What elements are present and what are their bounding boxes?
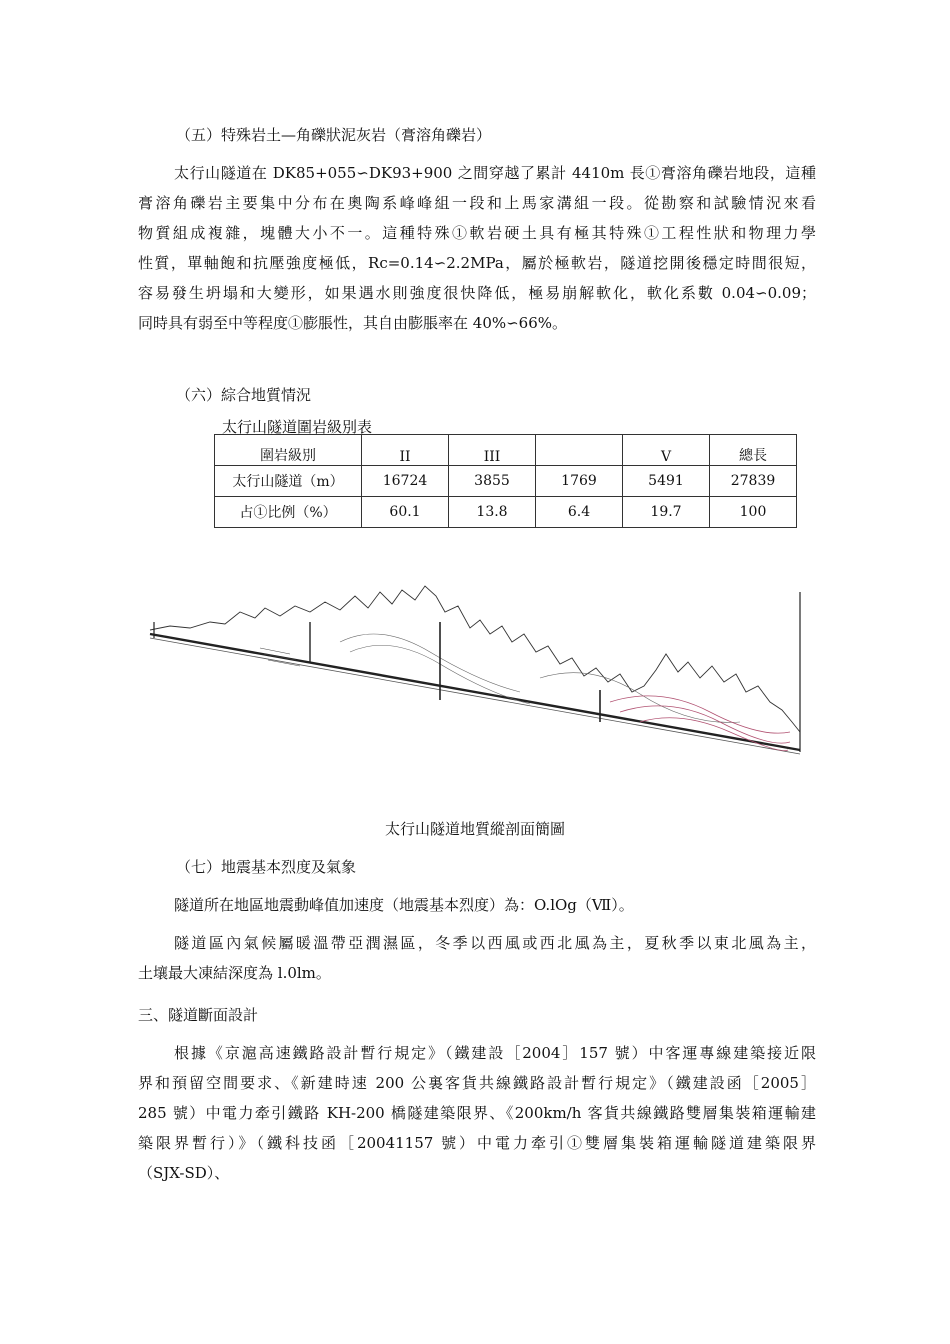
section-7-heading: （七）地震基本烈度及氣象 <box>176 858 357 876</box>
table-cell: 占①比例（%） <box>215 497 362 528</box>
table-header-cell <box>536 435 623 466</box>
figure-caption: 太行山隧道地質縱剖面簡圖 <box>384 820 565 838</box>
table-cell: 太行山隧道（m） <box>215 466 362 497</box>
table-header-row <box>215 435 797 466</box>
table-cell: 5491 <box>623 466 710 497</box>
paragraph-line: 根據《京滬高速鐵路設計暫行規定》（鐵建設［2004］157 號）中客運專線建築接近限 <box>174 1044 816 1062</box>
rock-grade-table <box>214 434 797 528</box>
section-5-paragraph <box>138 158 816 338</box>
section-3-heading: 三、隧道斷面設計 <box>138 1006 259 1024</box>
paragraph-line: 同時具有弱至中等程度①膨脹性，其自由膨脹率在 40%∽66%。 <box>138 314 568 332</box>
table-cell: 19.7 <box>623 497 710 528</box>
table-cell: 60.1 <box>362 497 449 528</box>
paragraph-line: 容易發生坍塌和大變形，如果遇水則強度很快降低，極易崩解軟化，軟化系數 0.04∽0.09； <box>138 284 816 302</box>
paragraph-line: （SJX-SD）、 <box>138 1164 230 1182</box>
paragraph-line: 築限界暫行）》（鐵科技函［20041157 號）中電力牽引①雙層集裝箱運輸隧道建築限界 <box>138 1134 816 1152</box>
table-header-cell: 總長 <box>710 435 797 466</box>
paragraph-line: 性質，單軸飽和抗壓強度極低，Rc=0.14∽2.2MPa，屬於極軟岩，隧道挖開後穩定時間很短， <box>138 254 816 272</box>
table-row <box>215 497 797 528</box>
table-header-cell: II <box>362 435 449 466</box>
section-3-paragraph <box>138 1038 816 1188</box>
section-5-heading: （五）特殊岩土—角礫狀泥灰岩（膏溶角礫岩） <box>176 126 492 144</box>
section-7-paragraph-1: 隧道所在地區地震動峰值加速度（地震基本烈度）為：O.lOg（Ⅶ）。 <box>174 896 634 914</box>
paragraph-line: 太行山隧道在 DK85+055∽DK93+900 之間穿越了累計 4410m 長①膏溶角礫岩地段，這種 <box>174 164 816 182</box>
table-cell: 6.4 <box>536 497 623 528</box>
table-cell: 1769 <box>536 466 623 497</box>
paragraph-line: 285 號）中電力牽引鐵路 KH-200 橋隧建築限界、《200km/h 客貨共線鐵路雙層集裝箱運輸建 <box>138 1104 816 1122</box>
section-7-paragraph-2 <box>138 928 816 988</box>
table-cell: 13.8 <box>449 497 536 528</box>
table-cell: 16724 <box>362 466 449 497</box>
table-header-cell: V <box>623 435 710 466</box>
paragraph-line: 隧道區內氣候屬暖溫帶亞潤濕區，冬季以西風或西北風為主，夏秋季以東北風為主， <box>174 934 816 952</box>
table-row <box>215 466 797 497</box>
table-header-cell: 圍岩級別 <box>215 435 362 466</box>
table-cell: 27839 <box>710 466 797 497</box>
geological-profile-figure <box>140 582 810 767</box>
section-6-heading: （六）綜合地質情況 <box>176 386 312 404</box>
table-header-cell: III <box>449 435 536 466</box>
paragraph-line: 界和預留空間要求、《新建時速 200 公裏客貨共線鐵路設計暫行規定》（鐵建設函［2005］ <box>138 1074 816 1092</box>
table-cell: 100 <box>710 497 797 528</box>
paragraph-line: 物質組成複雜，塊體大小不一。這種特殊①軟岩硬土具有極其特殊①工程性狀和物理力學 <box>138 224 816 242</box>
table-caption: 太行山隧道圍岩級別表 <box>222 418 373 436</box>
paragraph-line: 土壤最大凍結深度為 l.0lm。 <box>138 964 331 982</box>
table-cell: 3855 <box>449 466 536 497</box>
paragraph-line: 膏溶角礫岩主要集中分布在奧陶系峰峰組一段和上馬家溝組一段。從勘察和試驗情況來看 <box>138 194 816 212</box>
